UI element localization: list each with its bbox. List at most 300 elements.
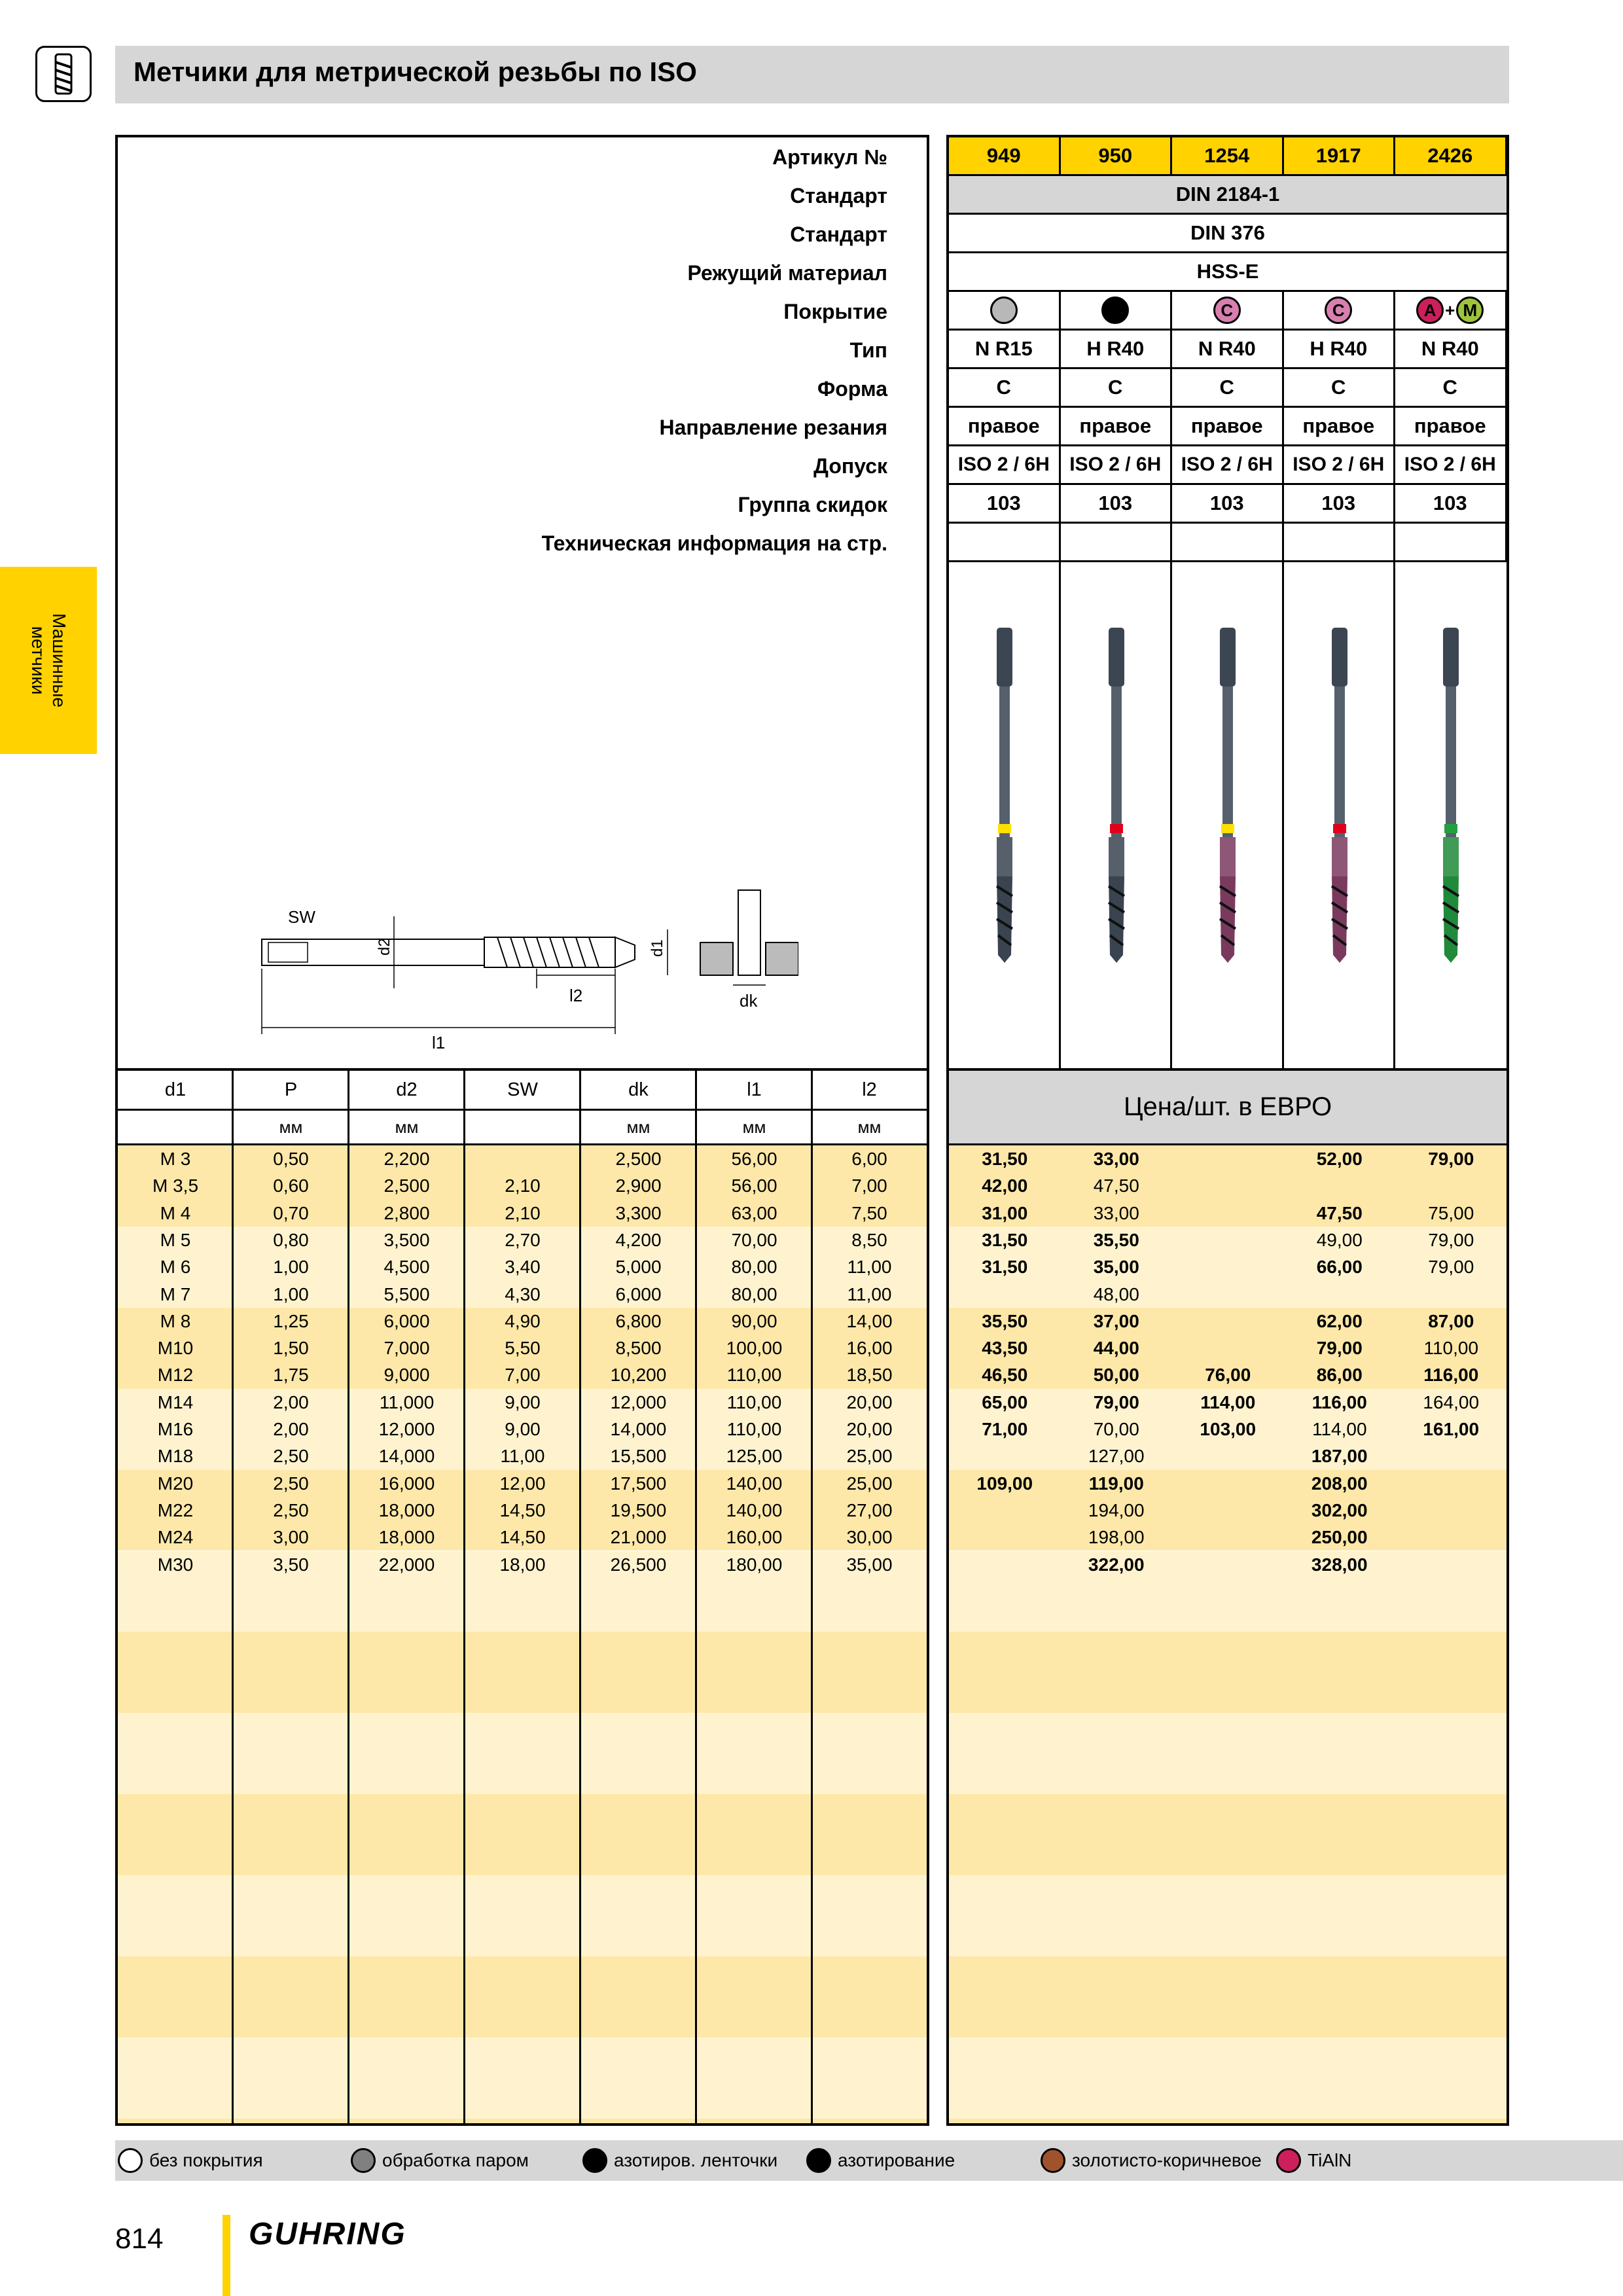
price-cell: 114,00 (1311, 1419, 1367, 1439)
price-cell: 66,00 (1316, 1257, 1363, 1278)
legend-label: золотисто-коричневое (1072, 2150, 1262, 2170)
column-divider (1059, 562, 1061, 1071)
price-cell: 187,00 (1311, 1446, 1368, 1467)
cell-p: 2,00 (273, 1391, 309, 1412)
standard-din-2184: DIN 2184-1 (949, 176, 1507, 215)
price-cell: 198,00 (1088, 1527, 1145, 1548)
cell-l2: 30,00 (846, 1527, 893, 1548)
legend-label: без покрытия (149, 2150, 263, 2170)
price-cell: 79,00 (1093, 1391, 1139, 1412)
price-cell (1172, 1172, 1284, 1199)
column-unit (118, 1109, 233, 1145)
cell-dk: 19,500 (610, 1499, 667, 1520)
cell-dk: 17,500 (610, 1473, 667, 1494)
row-band (118, 2037, 927, 2119)
legend-item (118, 2148, 263, 2173)
cell-p: 2,50 (273, 1446, 309, 1467)
price-cell (1395, 1497, 1507, 1524)
cell-p: 2,50 (273, 1473, 309, 1494)
attribute-label: Группа скидок (738, 493, 887, 516)
price-cell: 86,00 (1316, 1365, 1363, 1386)
cell-l1: 90,00 (731, 1310, 777, 1331)
attribute-label: Форма (817, 377, 887, 401)
cell-sw: 9,00 (505, 1419, 541, 1439)
cell-l2: 35,00 (846, 1554, 893, 1575)
column-unit: мм (742, 1117, 766, 1137)
row-band (118, 1875, 927, 1956)
price-cell: 46,50 (982, 1365, 1028, 1386)
cell-dk: 2,900 (615, 1175, 662, 1196)
discount-groups-cell: 103 (1284, 485, 1396, 524)
directions-cell: правое (1395, 408, 1507, 446)
forms-cell: C (949, 369, 1061, 408)
cell-d1: M 4 (160, 1202, 191, 1223)
price-cell (1172, 1281, 1284, 1308)
price-cell (1284, 1281, 1396, 1308)
price-cell (949, 1551, 1061, 1578)
tap-image-icon (1208, 628, 1247, 968)
price-cell: 43,50 (982, 1338, 1028, 1359)
cell-d2: 6,000 (383, 1310, 430, 1331)
tech-info-cell (949, 524, 1061, 562)
tolerances-cell: ISO 2 / 6H (1172, 446, 1284, 485)
row-band (949, 1875, 1507, 1956)
cell-sw: 5,50 (505, 1338, 541, 1359)
cell-p: 3,00 (273, 1527, 309, 1548)
column-divider (1170, 562, 1172, 1071)
row-band (118, 1632, 927, 1713)
price-cell: 250,00 (1311, 1527, 1368, 1548)
types-cell: H R40 (1284, 331, 1396, 369)
article-number: 1254 (1172, 137, 1284, 176)
price-cell: 33,00 (1093, 1149, 1139, 1169)
cell-p: 3,50 (273, 1554, 309, 1575)
price-cell: 208,00 (1311, 1473, 1368, 1494)
cell-l2: 25,00 (846, 1473, 893, 1494)
legend-label: обработка паром (382, 2150, 529, 2170)
cell-p: 0,80 (273, 1229, 309, 1250)
types-cell: N R40 (1172, 331, 1284, 369)
diagram-label-dk: dk (740, 991, 758, 1011)
cell-p: 2,50 (273, 1499, 309, 1520)
nitrided-land-icon (582, 2148, 607, 2173)
cell-l2: 6,00 (851, 1149, 887, 1169)
cell-d2: 7,000 (383, 1338, 430, 1359)
cell-sw: 14,50 (499, 1499, 546, 1520)
legend-item (1276, 2148, 1351, 2173)
cell-sw: 18,00 (499, 1554, 546, 1575)
attribute-label: Техническая информация на стр. (541, 531, 887, 555)
cell-sw: 7,00 (505, 1365, 541, 1386)
cell-sw: 9,00 (505, 1391, 541, 1412)
price-cell: 79,00 (1316, 1338, 1363, 1359)
cell-l1: 110,00 (726, 1391, 782, 1412)
price-cell (1172, 1200, 1284, 1227)
types-cell: N R15 (949, 331, 1061, 369)
attribute-label: Тип (849, 338, 887, 362)
forms-cell: C (1172, 369, 1284, 408)
price-cell (1172, 1443, 1284, 1469)
cell-dk: 14,000 (610, 1419, 667, 1439)
cell-d1: M 3 (160, 1149, 191, 1169)
price-cell: 70,00 (1093, 1419, 1139, 1439)
cell-d1: M 3,5 (152, 1175, 199, 1196)
price-cell (1172, 1335, 1284, 1361)
tap-image-icon (1431, 628, 1471, 968)
cell-dk: 21,000 (610, 1527, 667, 1548)
price-cell: 164,00 (1423, 1391, 1480, 1412)
coating-cell (1061, 292, 1173, 331)
coating-cell (1395, 292, 1507, 331)
cell-l1: 56,00 (731, 1175, 777, 1196)
price-cell (1172, 1227, 1284, 1253)
cell-d2: 3,500 (383, 1229, 430, 1250)
price-cell: 65,00 (982, 1391, 1028, 1412)
price-cell: 328,00 (1311, 1554, 1368, 1575)
price-cell (1395, 1443, 1507, 1469)
cell-l1: 160,00 (726, 1527, 783, 1548)
tap-image-icon (1097, 628, 1136, 968)
cell-sw (465, 1145, 580, 1172)
cell-p: 1,00 (273, 1257, 309, 1278)
cell-d1: M 5 (160, 1229, 191, 1250)
price-cell: 52,00 (1316, 1149, 1363, 1169)
legend-label: азотирование (838, 2150, 955, 2170)
tolerances-cell: ISO 2 / 6H (949, 446, 1061, 485)
cell-sw: 4,30 (505, 1283, 541, 1304)
cell-d2: 9,000 (383, 1365, 430, 1386)
coating-plus: + (1445, 300, 1455, 320)
cell-dk: 26,500 (610, 1554, 667, 1575)
cell-dk: 4,200 (615, 1229, 662, 1250)
section-tab-label: Машинные метчики (28, 613, 69, 708)
price-cell (1172, 1470, 1284, 1497)
cell-d2: 2,800 (383, 1202, 430, 1223)
brand-logo: GUHRING (249, 2217, 406, 2251)
cell-l1: 70,00 (731, 1229, 777, 1250)
tap-image-icon (985, 628, 1024, 968)
cell-dk: 12,000 (610, 1391, 667, 1412)
cell-p: 0,50 (273, 1149, 309, 1169)
legend-item (806, 2148, 955, 2173)
cell-d2: 5,500 (383, 1283, 430, 1304)
article-number: 2426 (1395, 137, 1507, 176)
price-cell: 76,00 (1205, 1365, 1251, 1386)
cell-d1: M16 (157, 1419, 194, 1439)
cell-p: 1,25 (273, 1310, 309, 1331)
cell-d1: M14 (157, 1391, 194, 1412)
coating-cell (1172, 292, 1284, 331)
cell-d1: M22 (157, 1499, 194, 1520)
price-cell (1172, 1497, 1284, 1524)
gold-brown-icon (1041, 2148, 1065, 2173)
column-divider (1282, 562, 1284, 1071)
price-cell: 49,00 (1316, 1229, 1363, 1250)
cell-l2: 20,00 (846, 1391, 893, 1412)
price-cell: 114,00 (1200, 1391, 1256, 1412)
tech-info-cell (1395, 524, 1507, 562)
cell-sw: 2,10 (505, 1202, 541, 1223)
column-header: l1 (747, 1079, 762, 1100)
price-cell (949, 1497, 1061, 1524)
row-band (949, 1632, 1507, 1713)
price-cell (949, 1281, 1061, 1308)
steam-icon (351, 2148, 376, 2173)
standard-din-376: DIN 376 (949, 215, 1507, 253)
article-number: 1917 (1284, 137, 1396, 176)
cell-l2: 18,50 (846, 1365, 893, 1386)
cell-d2: 22,000 (378, 1554, 435, 1575)
cell-sw: 14,50 (499, 1527, 546, 1548)
price-cell (1172, 1551, 1284, 1578)
price-cell: 35,00 (1093, 1257, 1139, 1278)
price-cell: 75,00 (1428, 1202, 1474, 1223)
price-cell: 47,50 (1316, 1202, 1363, 1223)
price-cell (1172, 1524, 1284, 1551)
price-cell (1172, 1145, 1284, 1172)
price-cell: 35,50 (1093, 1229, 1139, 1250)
tech-info-cell (1284, 524, 1396, 562)
price-cell: 87,00 (1428, 1310, 1474, 1331)
price-cell: 33,00 (1093, 1202, 1139, 1223)
cell-l2: 8,50 (851, 1229, 887, 1250)
legend-item (351, 2148, 529, 2173)
cell-l1: 110,00 (726, 1419, 782, 1439)
coating-cell (949, 292, 1061, 331)
article-number: 949 (949, 137, 1061, 176)
price-cell: 31,50 (982, 1149, 1028, 1169)
attribute-label: Стандарт (790, 184, 887, 207)
cell-l1: 100,00 (726, 1338, 783, 1359)
price-cell: 109,00 (976, 1473, 1033, 1494)
cell-d1: M 6 (160, 1257, 191, 1278)
cell-l2: 11,00 (847, 1283, 892, 1304)
cell-l2: 27,00 (846, 1499, 893, 1520)
column-header: d1 (164, 1079, 187, 1100)
price-cell: 103,00 (1200, 1419, 1257, 1439)
cell-d1: M 8 (160, 1310, 191, 1331)
cell-l1: 63,00 (731, 1202, 777, 1223)
cell-dk: 8,500 (615, 1338, 662, 1359)
cell-sw: 3,40 (505, 1257, 541, 1278)
cell-d1: M20 (157, 1473, 194, 1494)
cell-dk: 2,500 (615, 1149, 662, 1169)
price-cell (1395, 1172, 1507, 1199)
diagram-label-l2: l2 (569, 986, 583, 1005)
price-cell: 194,00 (1088, 1499, 1145, 1520)
price-cell (1172, 1308, 1284, 1335)
cell-d2: 12,000 (378, 1419, 435, 1439)
row-band (118, 1956, 927, 2037)
cell-p: 2,00 (273, 1419, 309, 1439)
cell-l2: 20,00 (846, 1419, 893, 1439)
tolerances-cell: ISO 2 / 6H (1395, 446, 1507, 485)
types-cell: H R40 (1061, 331, 1173, 369)
forms-cell: C (1284, 369, 1396, 408)
price-header: Цена/шт. в ЕВРО (949, 1071, 1507, 1143)
nitrided-icon (806, 2148, 831, 2173)
footer-accent-bar (223, 2215, 230, 2296)
cell-d2: 2,500 (383, 1175, 430, 1196)
price-cell: 31,50 (982, 1229, 1028, 1250)
cell-d1: M10 (157, 1338, 194, 1359)
column-unit (465, 1109, 580, 1145)
cell-sw: 12,00 (499, 1473, 546, 1494)
uncoated-icon (118, 2148, 143, 2173)
price-cell: 42,00 (982, 1175, 1028, 1196)
cell-l1: 80,00 (731, 1283, 777, 1304)
price-cell (1172, 1253, 1284, 1280)
cell-dk: 6,000 (615, 1283, 662, 1304)
cell-l1: 125,00 (726, 1446, 783, 1467)
legend-label: TiAlN (1308, 2150, 1352, 2170)
tap-icon (35, 46, 92, 102)
coating-dot-icon (1101, 296, 1129, 324)
diagram-label-d2: d2 (376, 938, 393, 956)
discount-groups-cell: 103 (1395, 485, 1507, 524)
price-cell (1395, 1551, 1507, 1578)
cell-l1: 110,00 (726, 1365, 782, 1386)
tap-image-icon (1320, 628, 1359, 968)
forms-cell: C (1395, 369, 1507, 408)
cell-dk: 3,300 (615, 1202, 662, 1223)
column-divider (1393, 562, 1395, 1071)
cell-d1: M 7 (160, 1283, 191, 1304)
price-cell (1395, 1524, 1507, 1551)
column-header: P (284, 1079, 298, 1100)
cell-p: 0,60 (273, 1175, 309, 1196)
cell-p: 1,00 (273, 1283, 309, 1304)
column-header: d2 (396, 1079, 418, 1100)
cell-l2: 7,00 (851, 1175, 887, 1196)
cutting-material: HSS-E (949, 253, 1507, 292)
cell-d2: 14,000 (378, 1446, 435, 1467)
legend-item (582, 2148, 777, 2173)
section-tab[interactable] (0, 567, 97, 754)
tech-info-cell (1061, 524, 1173, 562)
cell-l1: 56,00 (731, 1149, 777, 1169)
attribute-label: Режущий материал (687, 261, 887, 285)
column-unit: мм (857, 1117, 882, 1137)
discount-groups-cell: 103 (949, 485, 1061, 524)
column-header: dk (628, 1079, 649, 1100)
cell-sw: 2,70 (505, 1229, 541, 1250)
cell-l1: 80,00 (731, 1257, 777, 1278)
row-band (118, 2119, 927, 2123)
attribute-label: Стандарт (790, 223, 887, 246)
coating-dot-icon (990, 296, 1018, 324)
coating-c-icon: C (1325, 296, 1352, 324)
price-cell: 37,00 (1093, 1310, 1139, 1331)
attribute-label: Покрытие (783, 300, 887, 323)
cell-l2: 16,00 (846, 1338, 893, 1359)
price-cell (949, 1443, 1061, 1469)
cell-l1: 140,00 (726, 1499, 783, 1520)
discount-groups-cell: 103 (1172, 485, 1284, 524)
row-band (949, 1956, 1507, 2037)
page-number: 814 (115, 2223, 164, 2255)
divider (118, 1109, 927, 1111)
attribute-label: Направление резания (659, 416, 887, 439)
price-cell: 116,00 (1423, 1365, 1479, 1386)
cell-p: 1,75 (273, 1365, 309, 1386)
tech-info-cell (1172, 524, 1284, 562)
legend-item (1041, 2148, 1262, 2173)
row-band (949, 1713, 1507, 1794)
directions-cell: правое (1172, 408, 1284, 446)
diagram-label-d1: d1 (649, 939, 666, 957)
column-header: SW (507, 1079, 538, 1100)
price-cell: 79,00 (1428, 1149, 1474, 1169)
coating-cell (1284, 292, 1396, 331)
cell-d2: 16,000 (378, 1473, 435, 1494)
price-cell: 48,00 (1093, 1283, 1139, 1304)
price-cell: 62,00 (1316, 1310, 1363, 1331)
directions-cell: правое (1061, 408, 1173, 446)
price-cell: 161,00 (1423, 1419, 1480, 1439)
attribute-label: Артикул № (772, 145, 887, 169)
price-cell (949, 1524, 1061, 1551)
page-title: Метчики для метрической резьбы по ISO (134, 56, 697, 87)
price-cell: 322,00 (1088, 1554, 1145, 1575)
cell-sw: 2,10 (505, 1175, 541, 1196)
price-cell: 31,50 (982, 1257, 1028, 1278)
cell-d2: 18,000 (378, 1499, 435, 1520)
types-cell: N R40 (1395, 331, 1507, 369)
column-header: l2 (862, 1079, 877, 1100)
price-cell: 79,00 (1428, 1229, 1474, 1250)
column-unit: мм (626, 1117, 651, 1137)
coating-a-icon: A (1416, 296, 1444, 324)
price-cell: 119,00 (1088, 1473, 1144, 1494)
tialn-icon (1276, 2148, 1301, 2173)
discount-groups-cell: 103 (1061, 485, 1173, 524)
cell-dk: 6,800 (615, 1310, 662, 1331)
price-cell: 50,00 (1093, 1365, 1139, 1386)
cell-dk: 15,500 (610, 1446, 667, 1467)
row-band (118, 1794, 927, 1875)
price-cell: 116,00 (1311, 1391, 1367, 1412)
directions-cell: правое (1284, 408, 1396, 446)
forms-cell: C (1061, 369, 1173, 408)
price-cell: 110,00 (1423, 1338, 1479, 1359)
cell-d2: 4,500 (383, 1257, 430, 1278)
row-band (949, 2037, 1507, 2119)
price-cell (1395, 1470, 1507, 1497)
directions-cell: правое (949, 408, 1061, 446)
cell-l2: 7,50 (851, 1202, 887, 1223)
price-cell: 47,50 (1093, 1175, 1139, 1196)
tolerances-cell: ISO 2 / 6H (1284, 446, 1396, 485)
cell-sw: 11,00 (500, 1446, 545, 1467)
cell-sw: 4,90 (505, 1310, 541, 1331)
cell-p: 0,70 (273, 1202, 309, 1223)
cell-d1: M24 (157, 1527, 194, 1548)
column-unit: мм (279, 1117, 303, 1137)
price-cell: 31,00 (982, 1202, 1028, 1223)
cell-l2: 14,00 (846, 1310, 893, 1331)
cell-d1: M30 (157, 1554, 194, 1575)
cell-l2: 11,00 (847, 1257, 892, 1278)
price-cell: 71,00 (982, 1419, 1028, 1439)
price-cell: 127,00 (1088, 1446, 1145, 1467)
cell-dk: 5,000 (615, 1257, 662, 1278)
diagram-label-sw: SW (288, 907, 315, 927)
row-band (118, 1713, 927, 1794)
cell-dk: 10,200 (610, 1365, 667, 1386)
cell-d2: 2,200 (383, 1149, 430, 1169)
cell-d2: 18,000 (378, 1527, 435, 1548)
